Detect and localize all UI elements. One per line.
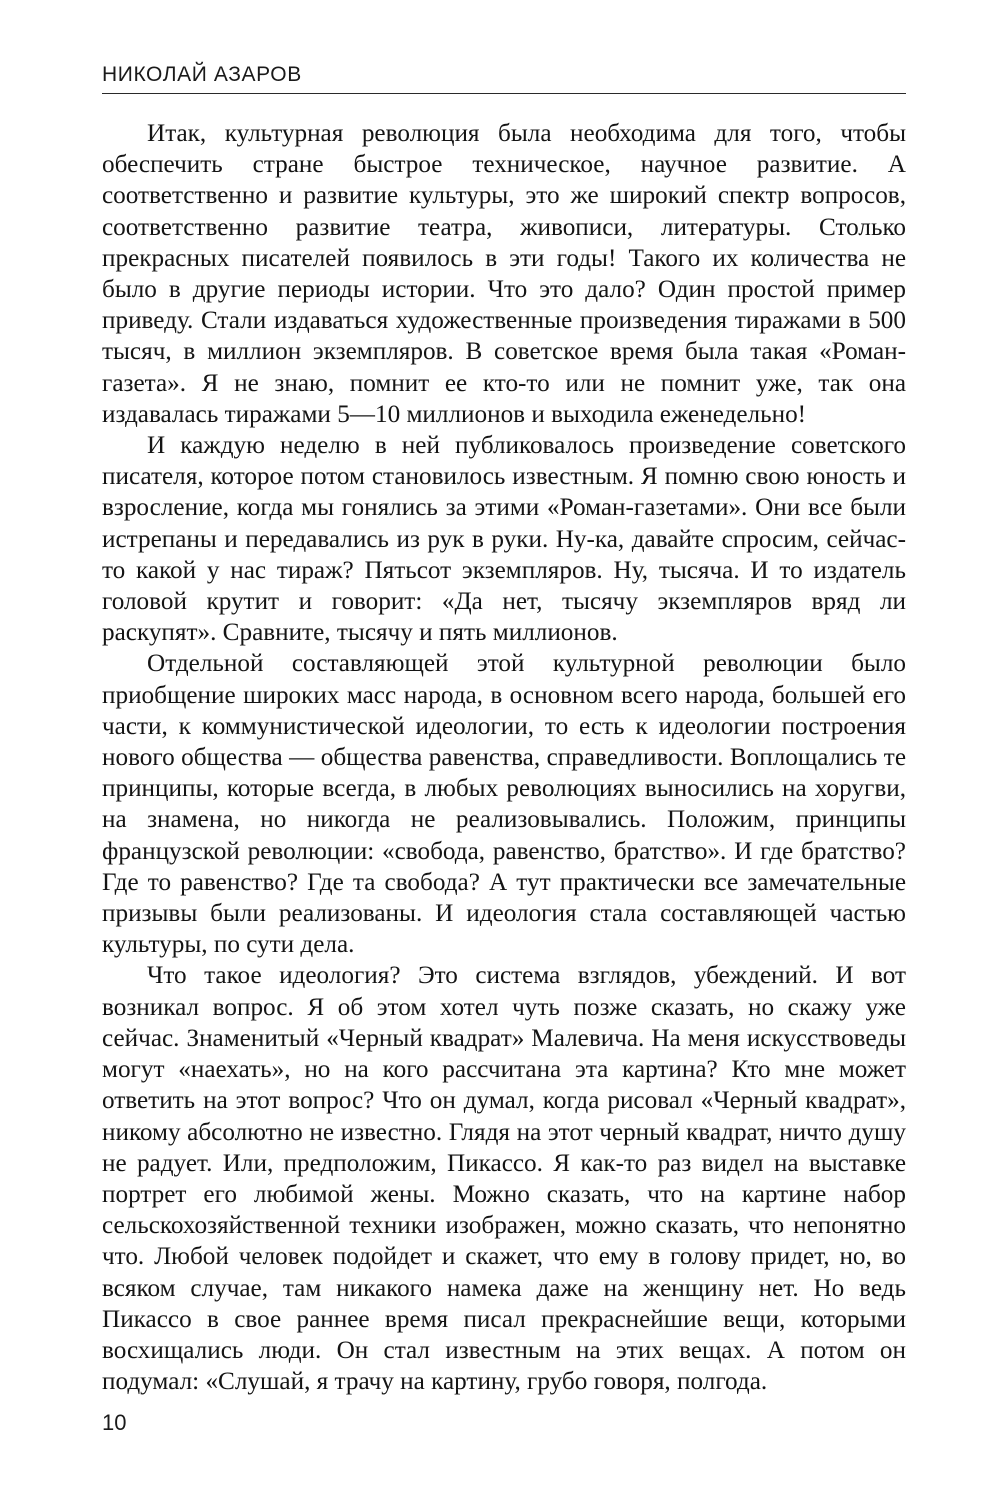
body-text: [102, 118, 906, 1397]
running-head-title: НИКОЛАЙ АЗАРОВ: [102, 63, 302, 86]
page-number: 10: [102, 1410, 127, 1435]
header-rule: [102, 93, 906, 94]
paragraph-4: Что такое идеология? Это система взглядов, убеждений. И вот возникал вопрос. Я об этом хотел чуть позже сказать, но скажу уже сейчас. Знаменитый «Черный квадрат» Малевича. На меня искусствоведы могут «наехать», но на кого рассчитана эта картина? Кто мне может ответить на этот вопрос? Что он думал, когда рисовал «Черный квадрат», никому абсолютно не известно. Глядя на этот черный квадрат, ничто душу не радует. Или, предположим, Пикассо. Я как-то раз видел на выставке портрет его любимой жены. Можно сказать, что на картине набор сельскохозяйственной техники изображен, можно сказать, что непонятно что. Любой человек подойдет и скажет, что ему в голову придет, но, во всяком случае, там никакого намека даже на женщину нет. Но ведь Пикассо в свое раннее время писал прекраснейшие вещи, которыми восхищались люди. Он стал известным на этих вещах. А потом он подумал: «Слушай, я трачу на картину, грубо говоря, полгода.: [102, 962, 906, 1396]
paragraph-2: И каждую неделю в ней публиковалось произведение советского писателя, которое потом становилось известным. Я помню свою юность и взросление, когда мы гонялись за этими «Роман-газетами». Они все были истрепаны и передавались из рук в руки. Ну-ка, давайте спросим, сейчас-то какой у нас тираж? Пятьсот экземпляров. Ну, тысяча. И то издатель головой крутит и говорит: «Да нет, тысячу экземпляров вряд ли раскупят». Сравните, тысячу и пять миллионов.: [102, 432, 906, 647]
paragraph-1: Итак, культурная революция была необходима для того, чтобы обеспечить стране быстрое техническое, научное развитие. А соответственно и развитие культуры, это же широкий спектр вопросов, соответственно развитие театра, живописи, литературы. Столько прекрасных писателей появилось в эти годы! Такого их количества не было в другие периоды истории. Что это дало? Один простой пример приведу. Стали издаваться художественные произведения тиражами в 500 тысяч, в миллион экземпляров. В советское время была такая «Роман-газета». Я не знаю, помнит ее кто-то или не помнит уже, так она издавалась тиражами 5—10 миллионов и выходила еженедельно!: [102, 120, 906, 428]
paragraph-3: Отдельной составляющей этой культурной революции было приобщение широких масс народа, в основном всего народа, большей его части, к коммунистической идеологии, то есть к идеологии построения нового общества — общества равенства, справедливости. Воплощались те принципы, которые всегда, в любых революциях выносились на хоругви, на знамена, но никогда не реализовывались. Положим, принципы французской революции: «свобода, равенство, братство». И где братство? Где то равенство? Где та свобода? А тут практически все замечательные призывы были реализованы. И идеология стала составляющей частью культуры, по сути дела.: [102, 650, 906, 959]
